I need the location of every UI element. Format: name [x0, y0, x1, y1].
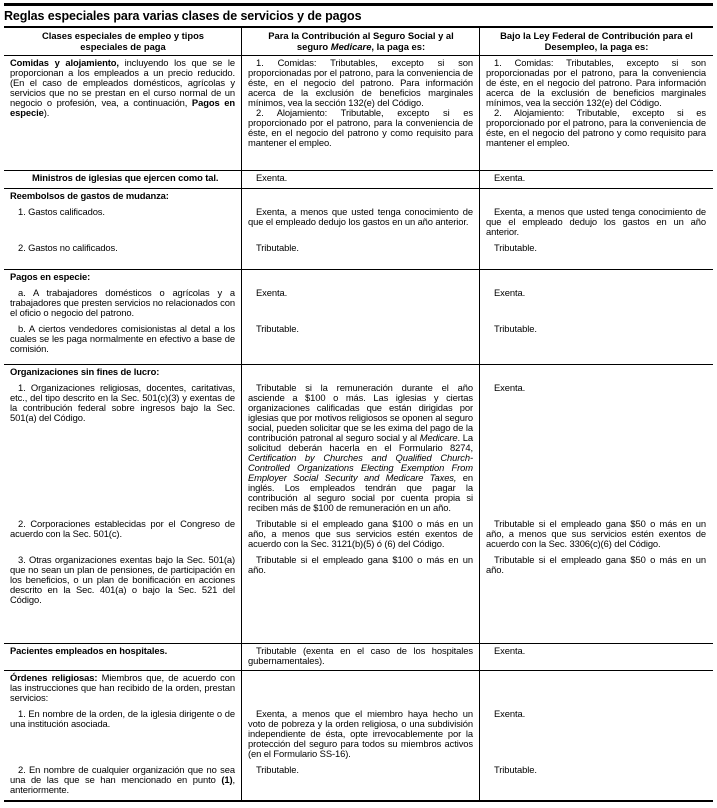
text-segment: Tributable. — [494, 323, 537, 334]
text-segment: Ministros de iglesias que ejercen como tal. — [32, 172, 219, 183]
column-header-clases-especiales — [4, 28, 242, 55]
table-body — [4, 56, 713, 800]
table-cell — [242, 189, 480, 202]
table-cell — [242, 707, 480, 760]
text-segment: a. A trabajadores domésticos o agrícolas y a trabajadores que presten servicios no relacionados con el oficio o negocio del patrono. — [10, 287, 235, 318]
table-cell — [242, 644, 480, 667]
text-segment: , anteriormente. — [10, 774, 235, 795]
table-cell — [242, 205, 480, 238]
text-segment: Clases especiales de empleo y tipos especiales de paga — [41, 30, 205, 52]
text-segment: 1. En nombre de la orden, de la iglesia dirigente o de una institución asociada. — [10, 708, 235, 729]
text-segment: Tributable si el empleado gana $50 o más en un año, a menos que sus servicios estén exentos de acuerdo con la Sec. 3306(c)(6) del Código. — [486, 518, 706, 549]
text-segment: Organizaciones sin fines de lucro: — [10, 366, 160, 377]
table-cell — [4, 286, 242, 319]
text-segment: Exenta. — [494, 287, 526, 298]
paragraph — [248, 765, 473, 775]
table-cell — [242, 553, 480, 606]
paragraph — [10, 243, 235, 253]
table-row — [4, 286, 713, 319]
paragraph — [248, 519, 473, 549]
text-segment: , la paga es: — [371, 40, 426, 52]
paragraph — [10, 673, 235, 703]
table-cell — [480, 763, 713, 796]
paragraph — [248, 58, 473, 108]
text-segment: Miembros que, de acuerdo con las instrucciones que han recibido de la orden, prestan servicios: — [10, 672, 235, 703]
section-comidas-y-alojamiento — [4, 56, 713, 170]
text-segment: Exenta, a menos que usted tenga conocimiento de que el empleado dedujo los gastos en un año anterior. — [486, 206, 706, 237]
table-cell — [480, 517, 713, 550]
table-cell — [480, 671, 713, 704]
text-segment: Tributable. — [256, 242, 299, 253]
text-segment: 2. En nombre de cualquier organización que no sea una de las que se han mencionado en punto — [10, 764, 235, 785]
rules-table — [4, 3, 713, 802]
text-segment: 1. Organizaciones religiosas, docentes, caritativas, etc., del tipo descrito en la Sec. 501(c)(3) y exentas de la contribución federal sobre ingresos bajo la Sec. 501(a) del Código. — [10, 382, 235, 423]
table-cell — [242, 241, 480, 254]
section-ordenes-religiosas — [4, 670, 713, 800]
table-cell — [242, 322, 480, 355]
paragraph — [486, 173, 706, 183]
table-row — [4, 56, 713, 149]
text-segment: Medicare — [330, 40, 372, 52]
text-segment: b. A ciertos vendedores comisionistas al detal a los cuales se les paga normalmente en efectivo a base de comisión. — [10, 323, 235, 354]
text-segment: Exenta, a menos que usted tenga conocimiento de que el empleado dedujo los gastos en un año anterior. — [248, 206, 473, 227]
section-organizaciones-sin-fines-de-lucro — [4, 364, 713, 643]
table-cell — [480, 553, 713, 606]
paragraph — [10, 207, 235, 217]
paragraph — [248, 173, 473, 183]
table-row — [4, 763, 713, 796]
table-row — [4, 270, 713, 283]
paragraph — [10, 367, 235, 377]
paragraph — [486, 646, 706, 656]
paragraph — [10, 173, 235, 183]
text-segment: Tributable si el empleado gana $50 o más en un año. — [486, 554, 706, 575]
table-row — [4, 189, 713, 202]
text-segment: Medicare — [419, 432, 458, 443]
paragraph — [486, 58, 706, 108]
text-segment: Pacientes empleados en hospitales. — [10, 645, 168, 656]
text-segment: Exenta. — [494, 708, 526, 719]
text-segment: Pagos en especie: — [10, 271, 91, 282]
text-segment: 2. Alojamiento: Tributable, excepto si es proporcionado por el patrono, para la conveniencia de éste, en el negocio del patrono y como requisito para mantener el empleo. — [248, 107, 473, 148]
text-segment: Tributable. — [256, 764, 299, 775]
table-row — [4, 365, 713, 378]
paragraph — [248, 288, 473, 298]
table-cell — [4, 189, 242, 202]
paragraph — [10, 555, 235, 605]
section-pagos-en-especie — [4, 269, 713, 364]
text-segment: Tributable si el empleado gana $100 o más en un año. — [248, 554, 473, 575]
text-segment: en inglés. Los empleados tendrán que pagar la contribución al seguro social por cuenta propia si reciben más de $100 de remuneración en un año. — [248, 472, 474, 513]
text-segment: Órdenes religiosas: — [10, 672, 98, 683]
text-segment: Bajo la Ley Federal de Contribución para el Desempleo, la paga es: — [500, 30, 693, 52]
text-segment: . La solicitud deberán hacerla en el Formulario 8274, — [248, 432, 473, 453]
section-reembolsos-gastos-mudanza — [4, 188, 713, 269]
paragraph — [486, 519, 706, 549]
table-cell — [4, 763, 242, 796]
text-segment: Exenta. — [494, 645, 526, 656]
text-segment: 2. Gastos no calificados. — [18, 242, 118, 253]
paragraph — [248, 709, 473, 759]
text-segment: Tributable si la remuneración durante el año asciende a $100 o más. Las iglesias y ciertas organizaciones calificadas que están dirigidas por iglesias que por motivos religiosos se oponen al seguro social, pueden solicitar que se les exima del pago de la contribución patronal al seguro social y al — [248, 382, 473, 443]
paragraph — [486, 709, 706, 719]
paragraph — [10, 709, 235, 729]
table-row — [4, 241, 713, 254]
text-segment: 1. Gastos calificados. — [18, 206, 105, 217]
table-cell — [4, 322, 242, 355]
table-cell — [480, 381, 713, 514]
table-row — [4, 671, 713, 704]
paragraph — [248, 108, 473, 148]
text-segment: incluyendo los que se le proporcionan a los empleados a un precio reducido. (En el caso de empleados domésticos, agrícolas y servicios que no se prestan en el curso normal de un negocio o profesión, vea, a continuación, — [10, 57, 235, 108]
table-header-row — [4, 28, 713, 56]
paragraph — [10, 58, 235, 118]
table-cell — [242, 671, 480, 704]
table-row — [4, 517, 713, 550]
paragraph — [10, 272, 235, 282]
paragraph — [248, 555, 473, 575]
text-segment: (1) — [221, 774, 233, 785]
section-ministros-de-iglesias — [4, 170, 713, 188]
paragraph — [486, 108, 706, 148]
paragraph — [10, 519, 235, 539]
text-segment: Exenta. — [494, 382, 526, 393]
text-segment: Exenta. — [256, 172, 288, 183]
table-cell — [480, 286, 713, 319]
table-row — [4, 171, 713, 184]
table-cell — [4, 671, 242, 704]
text-segment: 1. Comidas: Tributables, excepto si son proporcionadas por el patrono, para la conveniencia de éste, en el negocio del patrono. Para información acerca de la exclusión de beneficios marginales mínimos, vea la sección 132(e) del Código. — [248, 57, 473, 108]
bottom-rule — [4, 800, 713, 802]
table-cell — [480, 707, 713, 760]
table-cell — [480, 171, 713, 184]
table-cell — [242, 517, 480, 550]
table-cell — [4, 707, 242, 760]
paragraph — [486, 207, 706, 237]
paragraph — [10, 383, 235, 423]
paragraph — [248, 646, 473, 666]
table-cell — [480, 644, 713, 667]
table-cell — [242, 171, 480, 184]
table-cell — [4, 241, 242, 254]
text-segment: 1. Comidas: Tributables, excepto si son proporcionadas por el patrono, para la conveniencia de éste, en el negocio del patrono. Para información acerca de la exclusión de beneficios marginales mínimos, vea la sección 132(e) del Código. — [486, 57, 706, 108]
text-segment: Tributable. — [256, 323, 299, 334]
table-cell — [4, 644, 242, 667]
table-cell — [480, 365, 713, 378]
text-segment: Exenta, a menos que el miembro haya hecho un voto de pobreza y la orden religiosa, o una subdivisión independiente de ésta, opte irrevocablemente por la protección del seguro para todos su miembros activos (en el Formulario SS-16). — [248, 708, 473, 759]
paragraph — [486, 288, 706, 298]
table-cell — [480, 56, 713, 149]
text-segment: Certification by Churches and Qualified Church-Controlled Organizations Electing Exemption From Employer Social Security and Medicare Taxes, — [248, 452, 473, 483]
text-segment: Comidas y alojamiento, — [10, 57, 119, 68]
table-row — [4, 381, 713, 514]
paragraph — [248, 243, 473, 253]
paragraph — [10, 288, 235, 318]
text-segment: 3. Otras organizaciones exentas bajo la Sec. 501(a) que no sean un plan de pensiones, de participación en los beneficios, o un plan de bonificación en acciones descrito en la Sec. 401(a) o bajo la Sec. 521 del Código. — [10, 554, 235, 605]
table-cell — [4, 171, 242, 184]
paragraph — [248, 383, 473, 513]
paragraph — [10, 646, 235, 656]
paragraph — [486, 243, 706, 253]
table-cell — [242, 365, 480, 378]
column-header-seguro-social-medicare — [242, 28, 480, 55]
text-segment: Tributable (exenta en el caso de los hospitales gubernamentales). — [248, 645, 473, 666]
column-header-ley-federal-desempleo — [480, 28, 713, 55]
table-title: Reglas especiales para varias clases de servicios y de pagos — [4, 9, 362, 23]
table-cell — [242, 270, 480, 283]
table-row — [4, 553, 713, 606]
section-pacientes-empleados-hospitales — [4, 643, 713, 670]
text-segment: 2. Corporaciones establecidas por el Congreso de acuerdo con la Sec. 501(c). — [10, 518, 235, 539]
table-cell — [4, 365, 242, 378]
paragraph — [10, 191, 235, 201]
table-row — [4, 205, 713, 238]
table-row — [4, 707, 713, 760]
table-cell — [4, 270, 242, 283]
text-segment: Exenta. — [256, 287, 288, 298]
paragraph — [10, 324, 235, 354]
text-segment: Pagos en especie — [10, 97, 235, 118]
text-segment: ). — [43, 107, 50, 118]
table-cell — [480, 189, 713, 202]
paragraph — [486, 383, 706, 393]
table-cell — [480, 205, 713, 238]
table-cell — [480, 270, 713, 283]
text-segment: Reembolsos de gastos de mudanza: — [10, 190, 169, 201]
text-segment: 2. Alojamiento: Tributable, excepto si es proporcionado por el patrono, para la conveniencia de éste, en el negocio del patrono y como requisito para mantener el empleo. — [486, 107, 706, 148]
table-cell — [242, 381, 480, 514]
table-row — [4, 322, 713, 355]
paragraph — [248, 324, 473, 334]
table-cell — [480, 322, 713, 355]
text-segment: Tributable si el empleado gana $100 o más en un año, a menos que sus servicios estén exentos de acuerdo con la Sec. 3121(b)(5) ó (6) del Código. — [248, 518, 473, 549]
table-cell — [4, 381, 242, 514]
table-cell — [4, 553, 242, 606]
table-cell — [4, 205, 242, 238]
paragraph — [248, 207, 473, 227]
text-segment: Para la Contribución al Seguro Social y al seguro — [268, 30, 454, 52]
paragraph — [486, 324, 706, 334]
text-segment: Exenta. — [494, 172, 526, 183]
paragraph — [10, 765, 235, 795]
paragraph — [486, 555, 706, 575]
table-cell — [242, 286, 480, 319]
table-cell — [242, 763, 480, 796]
table-row — [4, 644, 713, 667]
text-segment: Tributable. — [494, 242, 537, 253]
table-cell — [4, 517, 242, 550]
table-cell — [4, 56, 242, 149]
paragraph — [486, 765, 706, 775]
table-cell — [480, 241, 713, 254]
table-cell — [242, 56, 480, 149]
text-segment: Tributable. — [494, 764, 537, 775]
